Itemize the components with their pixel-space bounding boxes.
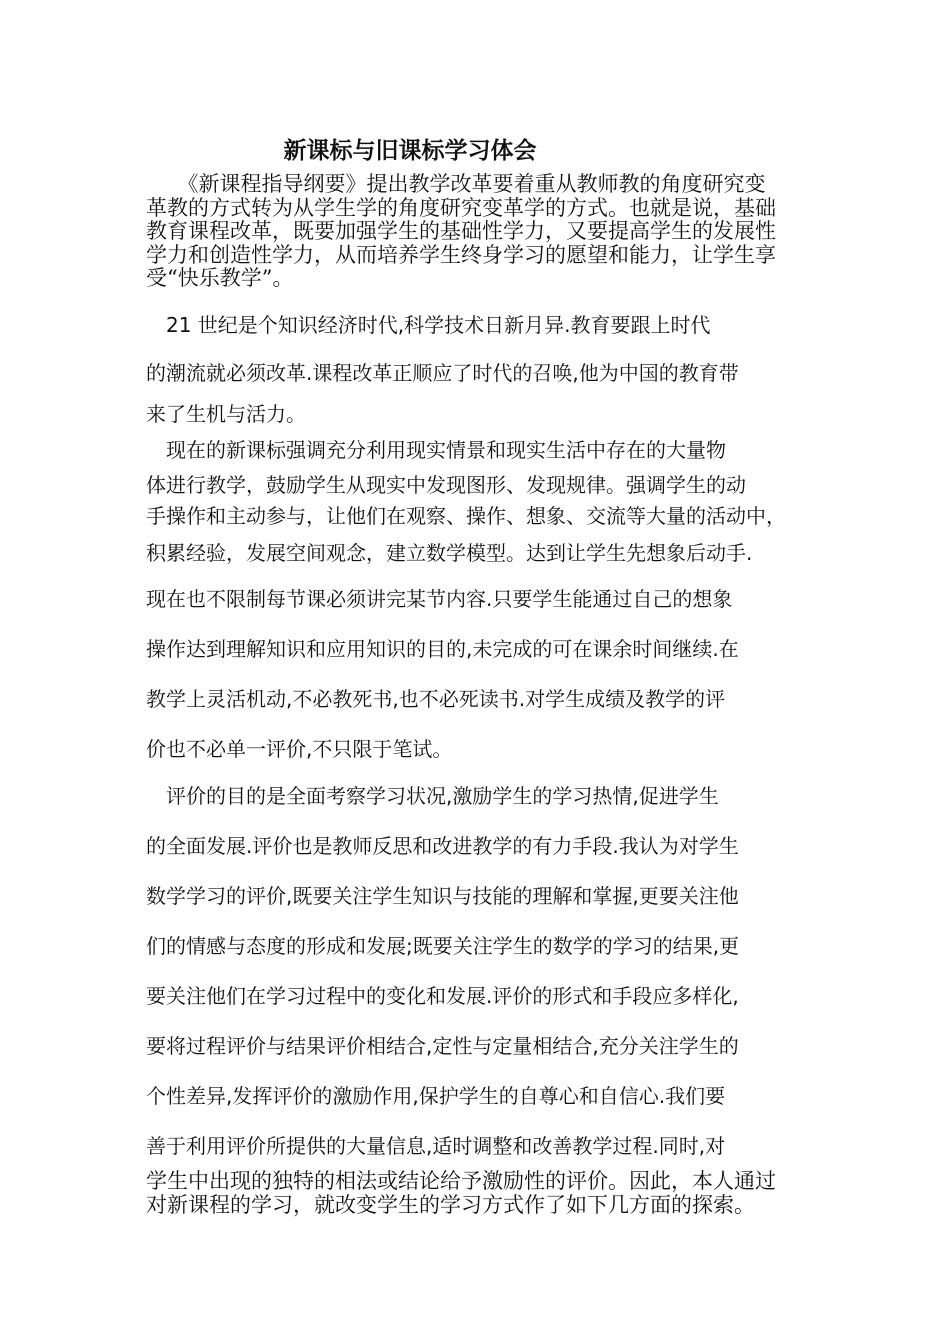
text-line: 现在的新课标强调充分利用现实情景和现实生活中存在的大量物 bbox=[146, 438, 726, 462]
text-line: 对新课程的学习，就改变学生的学习方式作了如下几方面的探索。 bbox=[146, 1192, 755, 1217]
text-line: 教学上灵活机动,不必教死书,也不必死读书.对学生成绩及教学的评 bbox=[146, 687, 726, 711]
paragraph-3 bbox=[146, 430, 810, 774]
paragraph-4 bbox=[146, 771, 810, 1171]
paragraph-1 bbox=[146, 173, 810, 291]
text-line: 受“快乐教学”。 bbox=[146, 266, 294, 290]
text-line: 教育课程改革，既要加强学生的基础性学力，又要提高学生的发展性 bbox=[146, 219, 776, 243]
text-line: 要关注他们在学习过程中的变化和发展.评价的形式和手段应多样化, bbox=[146, 984, 739, 1008]
text-line: 要将过程评价与结果评价相结合,定性与定量相结合,充分关注学生的 bbox=[146, 1034, 739, 1058]
text-line: 操作达到理解知识和应用知识的目的,未完成的可在课余时间继续.在 bbox=[146, 637, 739, 661]
text-line: 个性差异,发挥评价的激励作用,保护学生的自尊心和自信心.我们要 bbox=[146, 1084, 726, 1108]
paragraph-4-tail bbox=[146, 1170, 810, 1217]
text-line: 的全面发展.评价也是教师反思和改进教学的有力手段.我认为对学生 bbox=[146, 834, 739, 858]
text-line: 21 世纪是个知识经济时代,科学技术日新月异.教育要跟上时代 bbox=[146, 313, 711, 337]
paragraph-2 bbox=[146, 301, 810, 431]
text-line: 革教的方式转为从学生学的角度研究变革学的方式。也就是说，基础 bbox=[146, 195, 776, 220]
text-line: 善于利用评价所提供的大量信息,适时调整和改善教学过程.同时,对 bbox=[146, 1134, 726, 1158]
document-title: 新课标与旧课标学习体会 bbox=[283, 138, 537, 164]
text-line: 来了生机与活力。 bbox=[146, 402, 306, 426]
text-line: 现在也不限制每节课必须讲完某节内容.只要学生能通过自己的想象 bbox=[146, 587, 733, 611]
text-line: 《新课程指导纲要》提出教学改革要着重从教师教的角度研究变 bbox=[146, 172, 766, 196]
text-line: 评价的目的是全面考察学习状况,激励学生的学习热情,促进学生 bbox=[146, 784, 719, 808]
text-line: 学力和创造性学力，从而培养学生终身学习的愿望和能力，让学生享 bbox=[146, 242, 776, 267]
text-line: 手操作和主动参与，让他们在观察、操作、想象、交流等大量的活动中， bbox=[146, 504, 786, 528]
text-line: 的潮流就必须改革.课程改革正顺应了时代的召唤,他为中国的教育带 bbox=[146, 361, 739, 385]
text-line: 价也不必单一评价,不只限于笔试。 bbox=[146, 737, 453, 761]
text-line: 积累经验，发展空间观念，建立数学模型。达到让学生先想象后动手. bbox=[146, 541, 753, 565]
text-line: 们的情感与态度的形成和发展;既要关注学生的数学的学习的结果,更 bbox=[146, 934, 740, 958]
text-line: 数学学习的评价,既要关注学生知识与技能的理解和掌握,更要关注他 bbox=[146, 884, 739, 908]
text-line: 学生中出现的独特的相法或结论给予激励性的评价。因此，本人通过 bbox=[146, 1169, 776, 1193]
text-line: 体进行教学，鼓励学生从现实中发现图形、发现规律。强调学生的动 bbox=[146, 473, 746, 497]
